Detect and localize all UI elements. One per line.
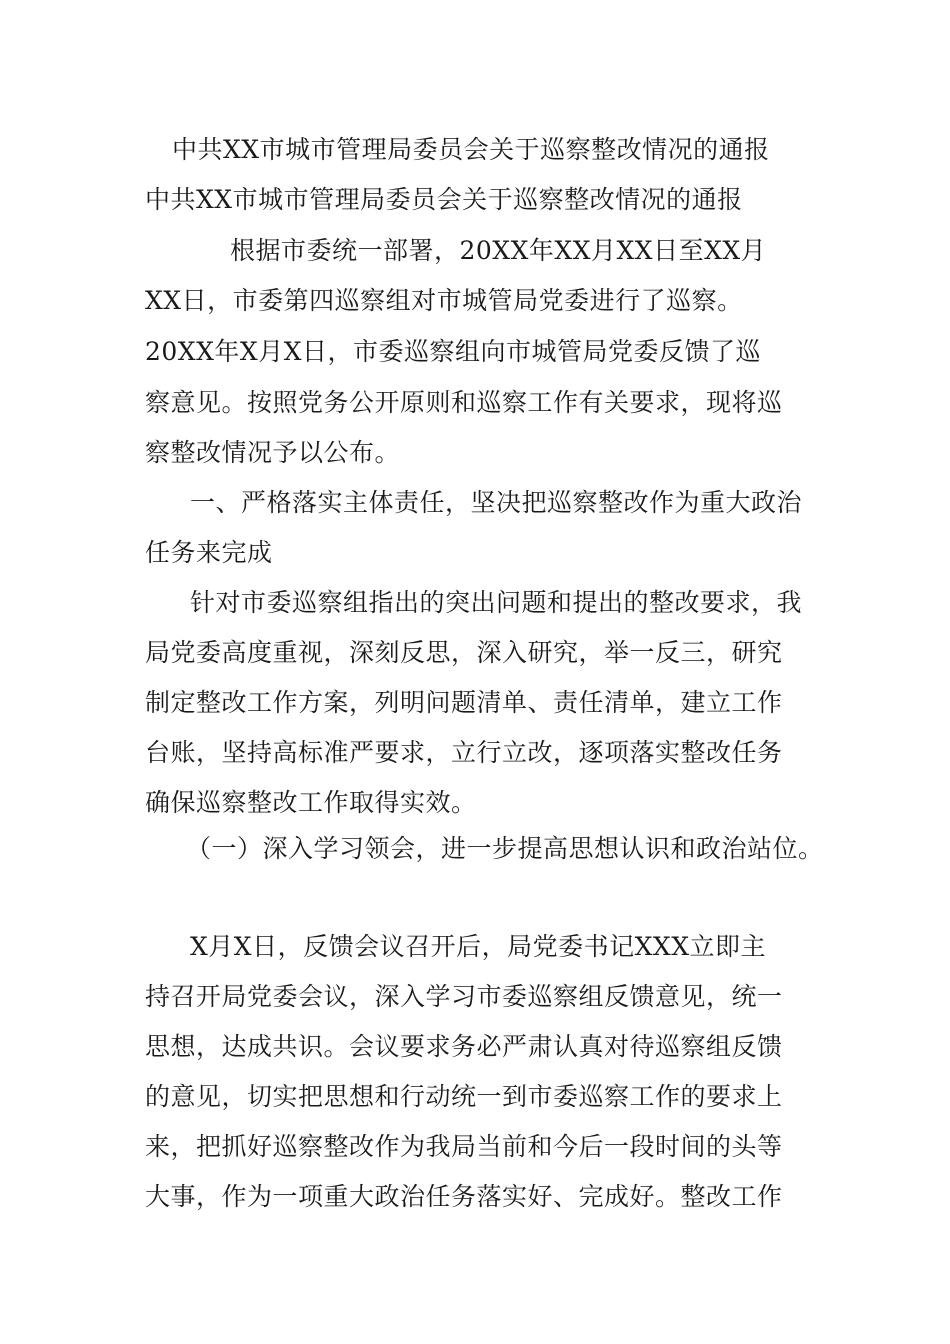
paragraph-3-line-3: 思想，达成共识。会议要求务必严肃认真对待巡察组反馈 — [145, 1032, 783, 1061]
section-heading-1-line-1: 一、严格落实主体责任，坚决把巡察整改作为重大政治 — [190, 488, 803, 517]
document-title-repeat: 中共XX市城市管理局委员会关于巡察整改情况的通报 — [145, 185, 743, 214]
paragraph-3-line-4: 的意见，切实把思想和行动统一到市委巡察工作的要求上 — [145, 1082, 783, 1111]
paragraph-3-line-2: 持召开局党委会议，深入学习市委巡察组反馈意见，统一 — [145, 982, 783, 1011]
paragraph-3-line-1: X月X日，反馈会议召开后，局党委书记XXX立即主 — [190, 932, 766, 961]
subheading-1: （一）深入学习领会，进一步提高思想认识和政治站位。 — [186, 834, 824, 863]
paragraph-2-line-4: 台账，坚持高标准严要求，立行立改，逐项落实整改任务 — [145, 738, 783, 767]
paragraph-2-line-5: 确保巡察整改工作取得实效。 — [145, 788, 477, 817]
document-title: 中共XX市城市管理局委员会关于巡察整改情况的通报 — [172, 135, 770, 164]
paragraph-1-line-5: 察整改情况予以公布。 — [145, 438, 401, 467]
paragraph-2-line-2: 局党委高度重视，深刻反思，深入研究，举一反三，研究 — [145, 638, 783, 667]
paragraph-2-line-1: 针对市委巡察组指出的突出问题和提出的整改要求，我 — [190, 588, 803, 617]
paragraph-1-line-1: 根据市委统一部署，20XX年XX月XX日至XX月 — [230, 236, 767, 265]
paragraph-1-line-3: 20XX年X月X日，市委巡察组向市城管局党委反馈了巡 — [145, 337, 762, 366]
paragraph-1-line-2: XX日，市委第四巡察组对市城管局党委进行了巡察。 — [145, 286, 743, 315]
paragraph-1-line-4: 察意见。按照党务公开原则和巡察工作有关要求，现将巡 — [145, 388, 783, 417]
paragraph-3-line-5: 来，把抓好巡察整改作为我局当前和今后一段时间的头等 — [145, 1132, 783, 1161]
section-heading-1-line-2: 任务来完成 — [145, 538, 273, 567]
paragraph-3-line-6: 大事，作为一项重大政治任务落实好、完成好。整改工作 — [145, 1182, 783, 1211]
paragraph-2-line-3: 制定整改工作方案，列明问题清单、责任清单，建立工作 — [145, 688, 783, 717]
